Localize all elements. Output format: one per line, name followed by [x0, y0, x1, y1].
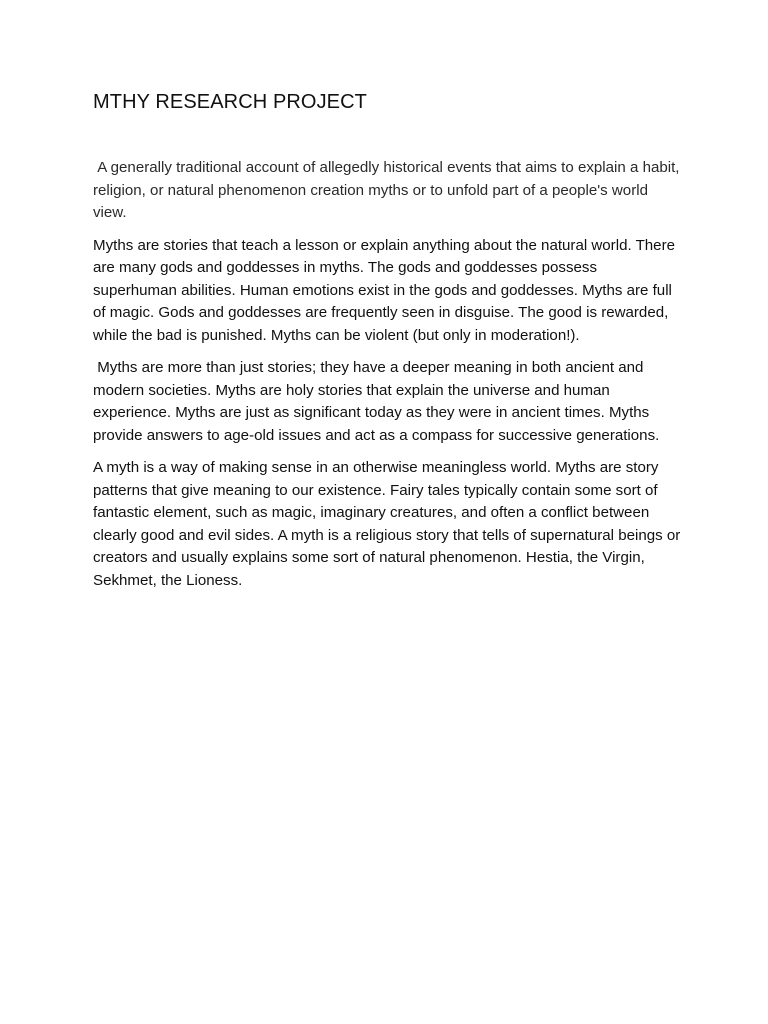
- document-body: [93, 88, 683, 592]
- paragraph-myth-characteristics: Myths are stories that teach a lesson or explain anything about the natural world. There are many gods and goddesses in myths. The gods and goddesses possess superhuman abilities. Human emotions exist in the gods and goddesses. Myths are full of magic. Gods and goddesses are frequently seen in disguise. The good is rewarded, while the bad is punished. Myths can be violent (but only in moderation!).: [93, 236, 676, 344]
- paragraph-myth-purpose: A myth is a way of making sense in an otherwise meaningless world. Myths are story patterns that give meaning to our existence. Fairy tales typically contain some sort of fantastic element, such as magic, imaginary creatures, and often a conflict between clearly good and evil sides. A myth is a religious story that tells of supernatural beings or creators and usually explains some sort of natural phenomenon. Hestia, the Virgin, Sekhmet, the Lioness.: [93, 459, 681, 589]
- paragraph-myth-meaning: Myths are more than just stories; they have a deeper meaning in both ancient and modern societies. Myths are holy stories that explain the universe and human experience. Myths are just as significant today as they were in ancient times. Myths provide answers to age-old issues and act as a compass for successive generations.: [93, 359, 660, 444]
- paragraph-definition: A generally traditional account of allegedly historical events that aims to explain a habit, religion, or natural phenomenon creation myths or to unfold part of a people's world view.: [93, 159, 684, 221]
- document-title: MTHY RESEARCH PROJECT: [93, 91, 367, 113]
